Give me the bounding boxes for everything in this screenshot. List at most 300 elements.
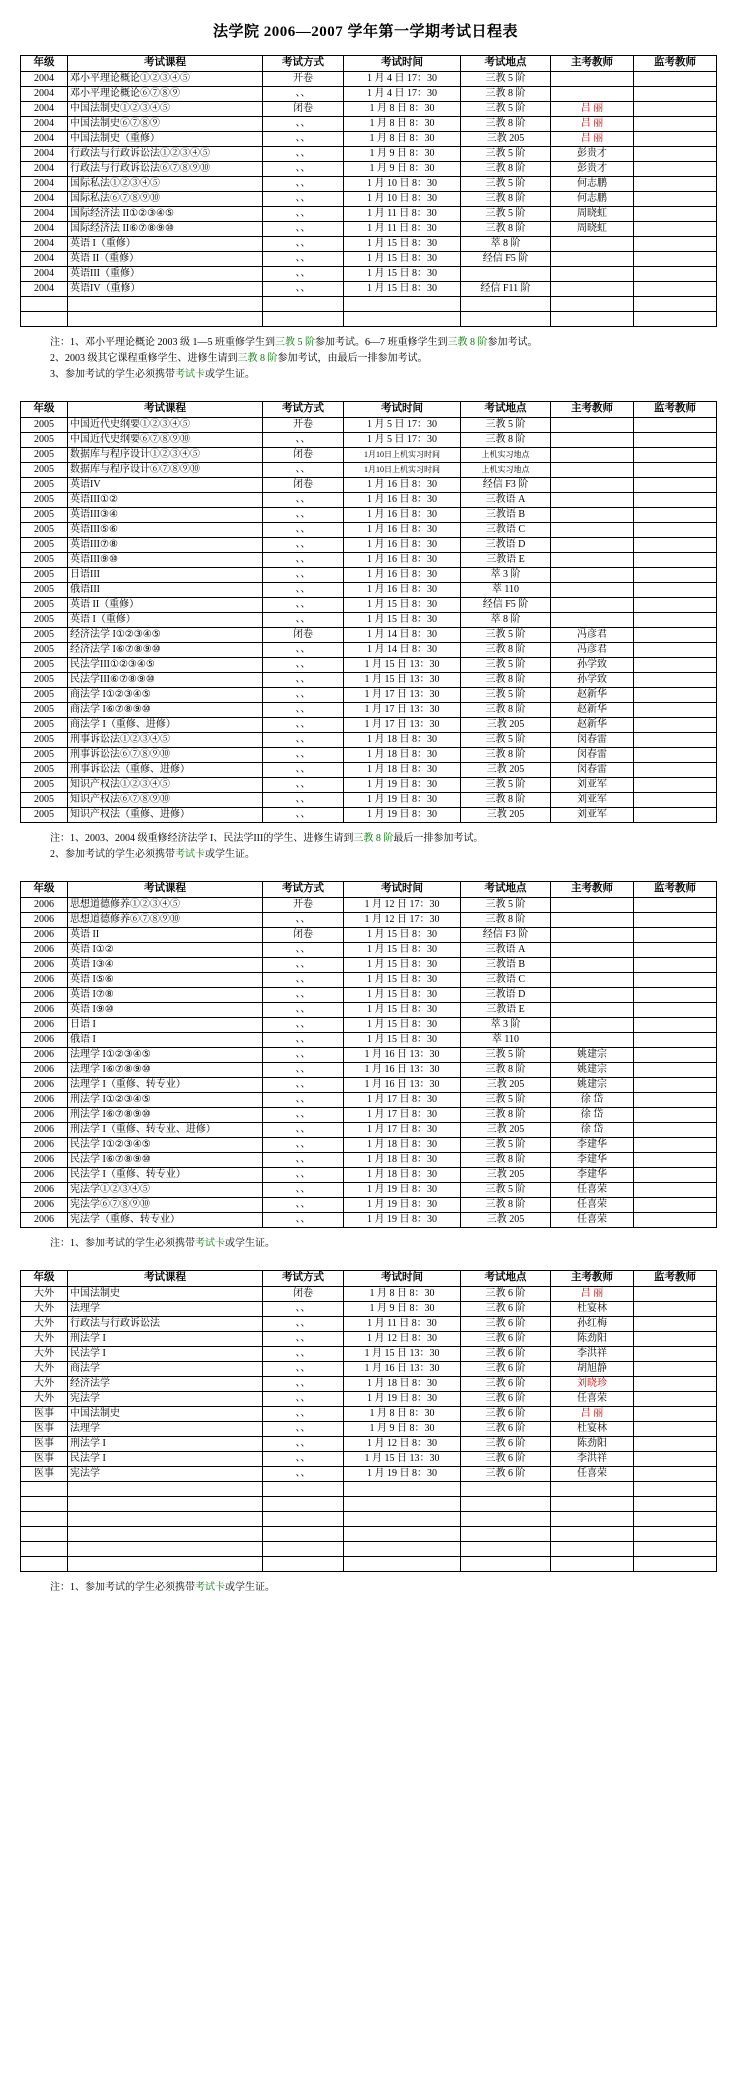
cell-time: 1 月 10 日 8：30	[344, 177, 461, 192]
cell-main: 闵春雷	[551, 733, 634, 748]
table-row	[21, 1168, 717, 1183]
cell-year: 2004	[21, 237, 68, 252]
cell-place: 三教 6 阶	[461, 1287, 551, 1302]
column-header: 监考教师	[634, 882, 717, 898]
cell-main: 刘晓珍	[551, 1377, 634, 1392]
schedule-section	[20, 401, 711, 863]
cell-empty	[68, 1542, 263, 1557]
cell-mode: 、、	[263, 147, 344, 162]
cell-empty	[21, 1527, 68, 1542]
cell-super	[634, 478, 717, 493]
cell-empty	[344, 1527, 461, 1542]
table-row	[21, 538, 717, 553]
cell-course: 刑法学 I⑥⑦⑧⑨⑩	[68, 1108, 263, 1123]
cell-place: 三教 205	[461, 1168, 551, 1183]
cell-mode: 闭卷	[263, 928, 344, 943]
cell-super	[634, 87, 717, 102]
cell-mode: 、、	[263, 1467, 344, 1482]
table-row	[21, 1183, 717, 1198]
cell-super	[634, 553, 717, 568]
cell-main	[551, 493, 634, 508]
cell-main	[551, 598, 634, 613]
cell-empty	[634, 1542, 717, 1557]
cell-time: 1 月 15 日 8：30	[344, 973, 461, 988]
table-row	[21, 147, 717, 162]
cell-year: 大外	[21, 1392, 68, 1407]
cell-course: 民法学 I	[68, 1452, 263, 1467]
cell-time: 1 月 17 日 13：30	[344, 718, 461, 733]
cell-super	[634, 222, 717, 237]
cell-time: 1 月 19 日 8：30	[344, 1213, 461, 1228]
table-row	[21, 1332, 717, 1347]
cell-year: 2005	[21, 703, 68, 718]
cell-empty	[634, 1557, 717, 1572]
cell-super	[634, 913, 717, 928]
cell-mode: 、、	[263, 703, 344, 718]
cell-course: 法理学 I①②③④⑤	[68, 1048, 263, 1063]
cell-super	[634, 1332, 717, 1347]
cell-mode: 、、	[263, 763, 344, 778]
cell-place: 三教 6 阶	[461, 1452, 551, 1467]
cell-mode: 、、	[263, 1347, 344, 1362]
column-header: 考试时间	[344, 56, 461, 72]
cell-main: 吕 丽	[551, 1407, 634, 1422]
cell-main: 冯彦君	[551, 628, 634, 643]
cell-year: 大外	[21, 1302, 68, 1317]
cell-course: 思想道德修养①②③④⑤	[68, 898, 263, 913]
cell-super	[634, 102, 717, 117]
cell-main	[551, 282, 634, 297]
cell-mode: 、、	[263, 583, 344, 598]
cell-super	[634, 1392, 717, 1407]
cell-year: 医事	[21, 1452, 68, 1467]
cell-mode: 、、	[263, 493, 344, 508]
cell-time: 1 月 16 日 13：30	[344, 1063, 461, 1078]
cell-mode: 、、	[263, 658, 344, 673]
cell-main: 任喜荣	[551, 1183, 634, 1198]
cell-time: 1 月 8 日 8：30	[344, 1407, 461, 1422]
table-row-empty	[21, 1542, 717, 1557]
table-row	[21, 1123, 717, 1138]
cell-main	[551, 433, 634, 448]
cell-course: 日语 I	[68, 1018, 263, 1033]
cell-place: 三教 6 阶	[461, 1362, 551, 1377]
cell-time: 1 月 12 日 17：30	[344, 913, 461, 928]
cell-course: 英语III①②	[68, 493, 263, 508]
cell-super	[634, 643, 717, 658]
cell-course: 民法学 I①②③④⑤	[68, 1138, 263, 1153]
cell-super	[634, 282, 717, 297]
cell-course: 行政法与行政诉讼法⑥⑦⑧⑨⑩	[68, 162, 263, 177]
cell-time: 1 月 16 日 13：30	[344, 1048, 461, 1063]
schedule-table	[20, 881, 717, 1228]
cell-place: 三教 8 阶	[461, 162, 551, 177]
column-header: 年级	[21, 402, 68, 418]
cell-empty	[344, 1542, 461, 1557]
cell-year: 大外	[21, 1317, 68, 1332]
cell-mode: 、、	[263, 177, 344, 192]
cell-main: 李建华	[551, 1153, 634, 1168]
cell-main	[551, 252, 634, 267]
column-header: 考试时间	[344, 882, 461, 898]
cell-course: 英语 I①②	[68, 943, 263, 958]
cell-main: 姚建宗	[551, 1063, 634, 1078]
table-row	[21, 898, 717, 913]
cell-place: 三教语 A	[461, 493, 551, 508]
cell-empty	[461, 1557, 551, 1572]
cell-super	[634, 1437, 717, 1452]
cell-super	[634, 463, 717, 478]
table-row	[21, 973, 717, 988]
cell-place: 三教 5 阶	[461, 1093, 551, 1108]
table-row-empty	[21, 1527, 717, 1542]
cell-year: 2004	[21, 87, 68, 102]
cell-mode: 、、	[263, 673, 344, 688]
cell-year: 2005	[21, 508, 68, 523]
table-row	[21, 793, 717, 808]
cell-mode: 开卷	[263, 72, 344, 87]
cell-mode: 、、	[263, 1317, 344, 1332]
cell-course: 英语III⑨⑩	[68, 553, 263, 568]
cell-main: 姚建宗	[551, 1078, 634, 1093]
table-row	[21, 1003, 717, 1018]
cell-empty	[263, 297, 344, 312]
table-row	[21, 1347, 717, 1362]
table-row	[21, 928, 717, 943]
cell-time: 1 月 15 日 8：30	[344, 928, 461, 943]
cell-time: 1 月 16 日 8：30	[344, 553, 461, 568]
cell-place: 三教 6 阶	[461, 1467, 551, 1482]
cell-mode: 、、	[263, 1377, 344, 1392]
table-header-row	[21, 882, 717, 898]
cell-year: 2006	[21, 1063, 68, 1078]
cell-super	[634, 733, 717, 748]
table-row	[21, 1048, 717, 1063]
note-line: 注：1、参加考试的学生必须携带考试卡或学生证。	[50, 1582, 275, 1593]
cell-mode: 、、	[263, 1168, 344, 1183]
cell-main	[551, 943, 634, 958]
column-header: 主考教师	[551, 402, 634, 418]
cell-place: 三教 8 阶	[461, 1063, 551, 1078]
cell-main: 陈劲阳	[551, 1332, 634, 1347]
cell-time: 1 月 19 日 8：30	[344, 793, 461, 808]
cell-mode: 、、	[263, 1362, 344, 1377]
cell-year: 大外	[21, 1347, 68, 1362]
cell-place: 三教语 B	[461, 958, 551, 973]
cell-place: 三教 5 阶	[461, 147, 551, 162]
cell-empty	[551, 1527, 634, 1542]
cell-course: 英语IV	[68, 478, 263, 493]
cell-place	[461, 267, 551, 282]
column-header: 考试课程	[68, 882, 263, 898]
cell-course: 英语 II（重修）	[68, 598, 263, 613]
cell-year: 2006	[21, 1093, 68, 1108]
cell-time: 1 月 16 日 8：30	[344, 508, 461, 523]
cell-year: 2004	[21, 147, 68, 162]
cell-course: 刑法学 I	[68, 1332, 263, 1347]
cell-time: 1 月 12 日 8：30	[344, 1332, 461, 1347]
table-row	[21, 748, 717, 763]
cell-mode: 、、	[263, 237, 344, 252]
cell-time: 1 月 5 日 17：30	[344, 433, 461, 448]
cell-course: 日语III	[68, 568, 263, 583]
cell-empty	[461, 1542, 551, 1557]
cell-empty	[551, 1512, 634, 1527]
cell-course: 经济法学	[68, 1377, 263, 1392]
table-row	[21, 598, 717, 613]
cell-place: 三教语 C	[461, 523, 551, 538]
cell-time: 1 月 19 日 8：30	[344, 778, 461, 793]
cell-year: 医事	[21, 1437, 68, 1452]
cell-course: 法理学 I⑥⑦⑧⑨⑩	[68, 1063, 263, 1078]
cell-time: 1 月 15 日 8：30	[344, 598, 461, 613]
note-line: 注：1、2003、2004 级重修经济法学 I、民法学III的学生、进修生请到三教 8 阶最后一排参加考试。	[50, 833, 484, 844]
cell-place: 三教 8 阶	[461, 643, 551, 658]
cell-mode: 、、	[263, 192, 344, 207]
cell-time: 1 月 15 日 13：30	[344, 658, 461, 673]
cell-place: 三教 205	[461, 808, 551, 823]
cell-time: 1 月 17 日 8：30	[344, 1108, 461, 1123]
cell-mode: 闭卷	[263, 628, 344, 643]
cell-time: 1 月 18 日 8：30	[344, 733, 461, 748]
cell-time: 1 月 15 日 8：30	[344, 958, 461, 973]
cell-super	[634, 538, 717, 553]
cell-place: 三教 5 阶	[461, 1183, 551, 1198]
cell-time: 1 月 4 日 17：30	[344, 72, 461, 87]
cell-mode: 、、	[263, 1392, 344, 1407]
cell-time: 1 月 8 日 8：30	[344, 132, 461, 147]
cell-place: 三教 6 阶	[461, 1377, 551, 1392]
cell-main: 李建华	[551, 1138, 634, 1153]
cell-super	[634, 928, 717, 943]
cell-course: 中国法制史	[68, 1287, 263, 1302]
cell-place: 三教 8 阶	[461, 703, 551, 718]
cell-place: 三教 6 阶	[461, 1392, 551, 1407]
cell-place: 三教 8 阶	[461, 793, 551, 808]
cell-time: 1 月 11 日 8：30	[344, 1317, 461, 1332]
cell-place: 萃 110	[461, 1033, 551, 1048]
cell-place: 三教 6 阶	[461, 1407, 551, 1422]
cell-main: 胡旭静	[551, 1362, 634, 1377]
cell-year: 2005	[21, 643, 68, 658]
cell-course: 国际私法⑥⑦⑧⑨⑩	[68, 192, 263, 207]
cell-course: 宪法学	[68, 1467, 263, 1482]
table-row	[21, 763, 717, 778]
cell-super	[634, 1317, 717, 1332]
cell-place: 三教语 D	[461, 538, 551, 553]
section-notes	[20, 1236, 711, 1252]
cell-year: 2006	[21, 1018, 68, 1033]
cell-time: 1月10日上机实习时间	[344, 448, 461, 463]
cell-time: 1 月 18 日 8：30	[344, 1377, 461, 1392]
cell-empty	[344, 1497, 461, 1512]
cell-super	[634, 1467, 717, 1482]
cell-time: 1 月 18 日 8：30	[344, 748, 461, 763]
cell-year: 2006	[21, 1183, 68, 1198]
cell-place: 三教语 E	[461, 1003, 551, 1018]
cell-year: 大外	[21, 1332, 68, 1347]
cell-course: 民法学 I⑥⑦⑧⑨⑩	[68, 1153, 263, 1168]
cell-year: 2004	[21, 207, 68, 222]
cell-course: 民法学III⑥⑦⑧⑨⑩	[68, 673, 263, 688]
cell-place: 三教 8 阶	[461, 1153, 551, 1168]
table-row	[21, 733, 717, 748]
cell-mode: 、、	[263, 523, 344, 538]
cell-time: 1 月 9 日 8：30	[344, 147, 461, 162]
cell-place: 三教语 E	[461, 553, 551, 568]
cell-empty	[551, 1482, 634, 1497]
table-row	[21, 1213, 717, 1228]
cell-time: 1 月 15 日 8：30	[344, 252, 461, 267]
cell-course: 刑事诉讼法⑥⑦⑧⑨⑩	[68, 748, 263, 763]
cell-time: 1 月 17 日 13：30	[344, 703, 461, 718]
cell-empty	[634, 297, 717, 312]
cell-super	[634, 1078, 717, 1093]
cell-course: 中国近代史纲要⑥⑦⑧⑨⑩	[68, 433, 263, 448]
table-row	[21, 1078, 717, 1093]
cell-course: 英语 I（重修）	[68, 237, 263, 252]
cell-super	[634, 1033, 717, 1048]
cell-place: 三教 205	[461, 1213, 551, 1228]
table-row	[21, 583, 717, 598]
cell-mode: 、、	[263, 222, 344, 237]
cell-empty	[21, 1542, 68, 1557]
table-header-row	[21, 1271, 717, 1287]
table-row	[21, 643, 717, 658]
cell-mode: 、、	[263, 973, 344, 988]
cell-time: 1 月 16 日 8：30	[344, 478, 461, 493]
cell-super	[634, 418, 717, 433]
table-row	[21, 72, 717, 87]
cell-mode: 、、	[263, 207, 344, 222]
cell-course: 法理学 I（重修、转专业）	[68, 1078, 263, 1093]
column-header: 主考教师	[551, 1271, 634, 1287]
column-header: 考试方式	[263, 402, 344, 418]
cell-main: 赵新华	[551, 703, 634, 718]
cell-empty	[634, 1497, 717, 1512]
cell-time: 1 月 15 日 8：30	[344, 282, 461, 297]
cell-main: 任喜荣	[551, 1213, 634, 1228]
cell-empty	[344, 297, 461, 312]
cell-main: 刘亚军	[551, 778, 634, 793]
cell-main	[551, 72, 634, 87]
cell-year: 2005	[21, 433, 68, 448]
cell-time: 1 月 5 日 17：30	[344, 418, 461, 433]
table-row	[21, 778, 717, 793]
cell-main: 孙红梅	[551, 1317, 634, 1332]
cell-mode: 、、	[263, 1198, 344, 1213]
cell-time: 1 月 15 日 13：30	[344, 673, 461, 688]
column-header: 主考教师	[551, 882, 634, 898]
cell-main: 徐 岱	[551, 1123, 634, 1138]
cell-course: 俄语III	[68, 583, 263, 598]
table-row	[21, 553, 717, 568]
cell-super	[634, 1407, 717, 1422]
cell-main: 李建华	[551, 1168, 634, 1183]
table-row	[21, 1108, 717, 1123]
column-header: 考试时间	[344, 402, 461, 418]
cell-super	[634, 1003, 717, 1018]
cell-mode: 、、	[263, 282, 344, 297]
cell-super	[634, 763, 717, 778]
cell-main: 闵春雷	[551, 748, 634, 763]
cell-time: 1 月 19 日 8：30	[344, 1183, 461, 1198]
cell-empty	[551, 1557, 634, 1572]
cell-super	[634, 718, 717, 733]
cell-super	[634, 117, 717, 132]
table-row	[21, 1317, 717, 1332]
cell-super	[634, 493, 717, 508]
cell-mode: 、、	[263, 718, 344, 733]
table-row-empty	[21, 1482, 717, 1497]
cell-place: 三教 5 阶	[461, 898, 551, 913]
cell-main: 何志鹏	[551, 177, 634, 192]
cell-super	[634, 147, 717, 162]
table-row-empty	[21, 1557, 717, 1572]
cell-empty	[263, 1527, 344, 1542]
cell-empty	[344, 1512, 461, 1527]
cell-main: 吕 丽	[551, 1287, 634, 1302]
cell-mode: 、、	[263, 808, 344, 823]
cell-time: 1 月 11 日 8：30	[344, 222, 461, 237]
cell-year: 大外	[21, 1362, 68, 1377]
cell-time: 1 月 18 日 8：30	[344, 1153, 461, 1168]
cell-course: 英语 I⑦⑧	[68, 988, 263, 1003]
cell-empty	[634, 312, 717, 327]
cell-super	[634, 988, 717, 1003]
cell-course: 宪法学⑥⑦⑧⑨⑩	[68, 1198, 263, 1213]
cell-place: 三教 5 阶	[461, 658, 551, 673]
cell-empty	[634, 1482, 717, 1497]
table-row	[21, 508, 717, 523]
cell-empty	[461, 1527, 551, 1542]
cell-empty	[344, 1482, 461, 1497]
cell-main: 李洪祥	[551, 1347, 634, 1362]
cell-place: 经信 F3 阶	[461, 928, 551, 943]
cell-super	[634, 748, 717, 763]
cell-super	[634, 1347, 717, 1362]
cell-mode: 、、	[263, 1123, 344, 1138]
cell-year: 2006	[21, 1048, 68, 1063]
table-row	[21, 282, 717, 297]
cell-mode: 、、	[263, 553, 344, 568]
cell-place: 三教 8 阶	[461, 1198, 551, 1213]
table-row	[21, 1422, 717, 1437]
column-header: 年级	[21, 882, 68, 898]
cell-main: 姚建宗	[551, 1048, 634, 1063]
cell-year: 2004	[21, 102, 68, 117]
cell-mode: 、、	[263, 508, 344, 523]
table-row	[21, 252, 717, 267]
section-notes	[20, 1580, 711, 1596]
cell-super	[634, 658, 717, 673]
cell-mode: 、、	[263, 1108, 344, 1123]
cell-place: 三教 205	[461, 132, 551, 147]
cell-course: 英语IV（重修）	[68, 282, 263, 297]
table-row	[21, 1287, 717, 1302]
cell-course: 国际经济法 II①②③④⑤	[68, 207, 263, 222]
cell-time: 1 月 15 日 8：30	[344, 1033, 461, 1048]
cell-course: 英语 I⑤⑥	[68, 973, 263, 988]
cell-main	[551, 508, 634, 523]
cell-place: 三教 5 阶	[461, 778, 551, 793]
cell-super	[634, 703, 717, 718]
cell-time: 1月10日上机实习时间	[344, 463, 461, 478]
cell-place: 三教语 D	[461, 988, 551, 1003]
cell-super	[634, 1213, 717, 1228]
cell-course: 英语 I（重修）	[68, 613, 263, 628]
cell-empty	[344, 1557, 461, 1572]
